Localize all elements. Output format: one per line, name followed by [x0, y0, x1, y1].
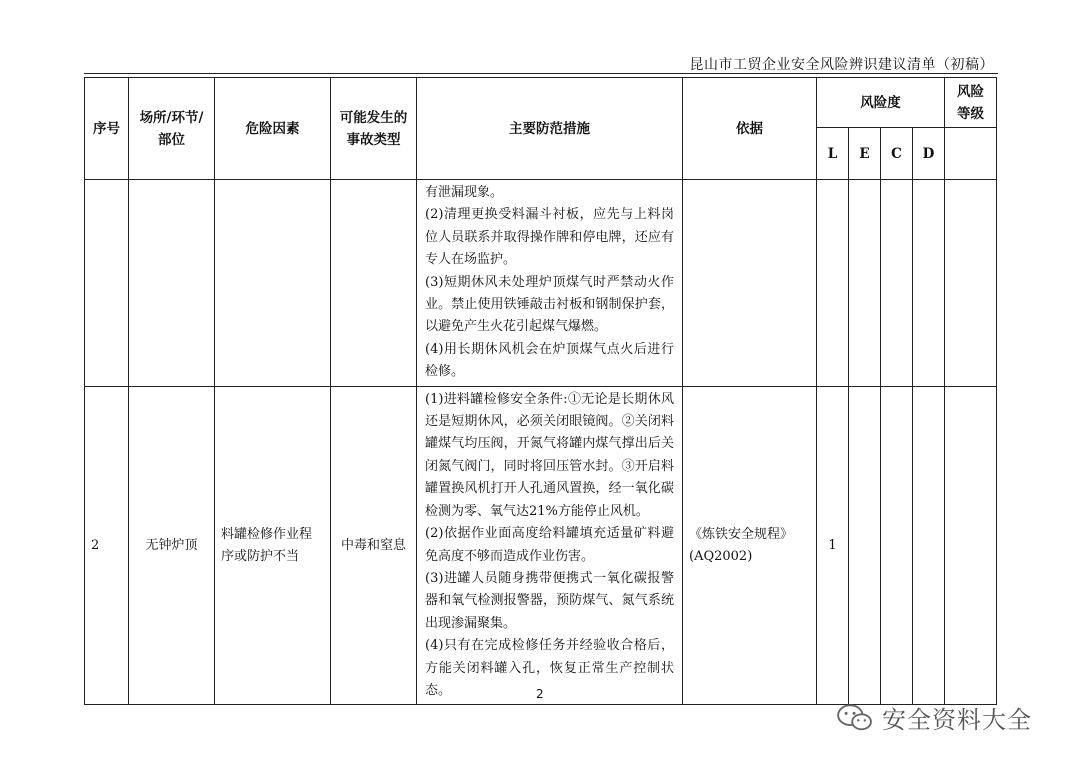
watermark-text: 安全资料大全	[882, 706, 1032, 734]
header-location: 场所/环节/部位	[129, 78, 215, 180]
header-seq: 序号	[85, 78, 129, 180]
measure-line: (2)依据作业面高度给料罐填充适量矿料避免高度不够而造成作业伤害。	[425, 526, 674, 564]
header-measures: 主要防范措施	[417, 78, 683, 180]
cell-location	[129, 180, 215, 387]
measure-line: (4)只有在完成检修任务并经验收合格后，方能关闭料罐入孔，恢复正常生产控制状态。	[425, 638, 674, 698]
document-header-title: 昆山市工贸企业安全风险辨识建议清单（初稿）	[689, 57, 994, 73]
header-basis: 依据	[683, 78, 817, 180]
cell-C	[881, 180, 913, 387]
header-risk-degree: 风险度	[817, 78, 945, 128]
cell-measures	[417, 386, 683, 705]
cell-location: 无钟炉顶	[129, 386, 215, 705]
cell-level	[945, 180, 997, 387]
cell-measures	[417, 180, 683, 387]
cell-D	[913, 386, 945, 705]
cell-seq: 2	[85, 386, 129, 705]
table-row	[85, 180, 997, 387]
header-accident-type: 可能发生的事故类型	[331, 78, 417, 180]
cell-accident: 中毒和窒息	[331, 386, 417, 705]
cell-L	[817, 180, 849, 387]
header-hazard: 危险因素	[215, 78, 331, 180]
cell-accident	[331, 180, 417, 387]
measure-line: (4)用长期休风机会在炉顶煤气点火后进行检修。	[425, 341, 674, 380]
header-E: E	[849, 128, 881, 180]
cell-E	[849, 386, 881, 705]
cell-C	[881, 386, 913, 705]
cell-L: 1	[817, 386, 849, 705]
header-D: D	[913, 128, 945, 180]
page-number: 2	[536, 687, 544, 701]
cell-hazard	[215, 180, 331, 387]
header-C: C	[881, 128, 913, 180]
cell-basis: 《炼铁安全规程》(AQ2002)	[683, 386, 817, 705]
header-rule	[84, 73, 998, 74]
measure-line: (3)进罐人员随身携带便携式一氧化碳报警器和氧气检测报警器，预防煤气、氮气系统出现渗漏聚集。	[425, 570, 674, 631]
cell-basis	[683, 180, 817, 387]
measure-line: (1)进料罐检修安全条件:①无论是长期休风还是短期休风，必须关闭眼镜阀。②关闭料罐煤气均压阀，开氮气将罐内煤气撑出后关闭氮气阀门，同时将回压管水封。③开启料罐置换风机打开人孔通风置换，经一氧化碳检测为零、氧气达21%方能停止风机。	[425, 391, 674, 519]
header-risk-level: 风险等级	[945, 78, 997, 128]
cell-seq	[85, 180, 129, 387]
risk-table	[84, 77, 997, 705]
cell-hazard: 料罐检修作业程序或防护不当	[215, 386, 331, 705]
wechat-icon	[836, 703, 874, 733]
table-row	[85, 386, 997, 705]
measure-line: (2)清理更换受料漏斗衬板，应先与上料岗位人员联系并取得操作牌和停电牌，还应有专人在场监护。	[425, 207, 674, 268]
cell-level	[945, 386, 997, 705]
watermark	[836, 700, 1032, 735]
header-level-empty	[945, 128, 997, 180]
cell-E	[849, 180, 881, 387]
measure-line: 有泄漏现象。	[425, 185, 504, 200]
header-L: L	[817, 128, 849, 180]
measure-line: (3)短期休风未处理炉顶煤气时严禁动火作业。禁止使用铁锤敲击衬板和钢制保护套，以避免产生火花引起煤气爆燃。	[425, 274, 674, 335]
cell-D	[913, 180, 945, 387]
